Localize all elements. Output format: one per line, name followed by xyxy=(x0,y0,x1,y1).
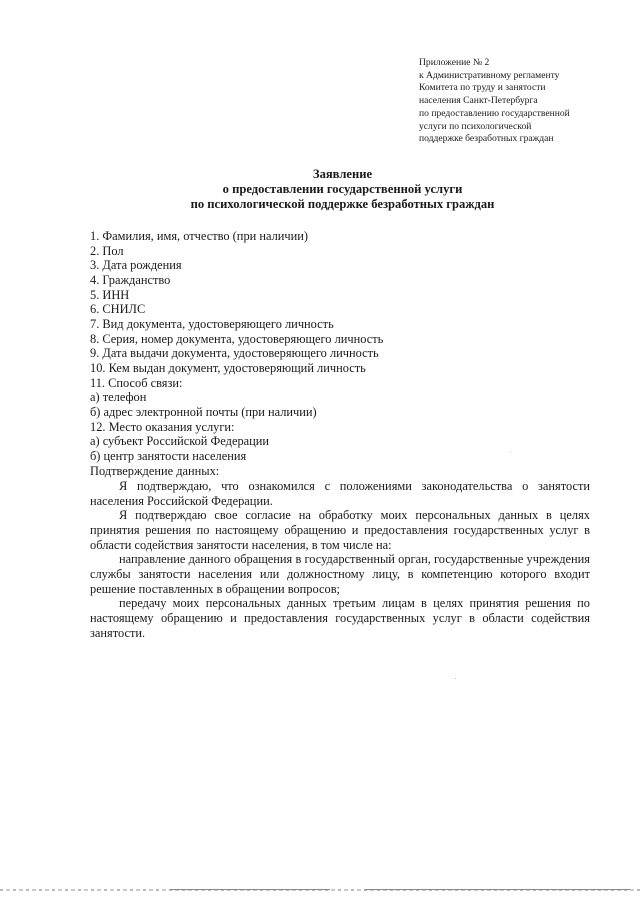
field-citizenship: 4. Гражданство xyxy=(90,272,171,287)
confirmation-paragraph-1: Я подтверждаю, что ознакомился с положениями законодательства о занятости населения Российской Федерации. xyxy=(90,479,590,508)
form-fields-list xyxy=(90,229,595,478)
confirmation-text xyxy=(90,479,590,640)
appendix-line: по предоставлению государственной xyxy=(419,107,570,119)
field-full-name: 1. Фамилия, имя, отчество (при наличии) xyxy=(90,229,309,243)
appendix-note xyxy=(419,57,619,146)
appendix-line: услуги по психологической xyxy=(419,120,532,132)
scan-edge-artifact xyxy=(170,889,330,890)
field-gender: 2. Пол xyxy=(90,243,124,258)
document-title xyxy=(90,167,595,211)
field-snils: 6. СНИЛС xyxy=(90,302,146,317)
scan-speck xyxy=(455,678,456,679)
scan-edge-artifact xyxy=(365,889,630,890)
title-line-2: о предоставлении государственной услуги xyxy=(222,181,463,196)
appendix-line: поддержке безработных граждан xyxy=(419,133,554,145)
confirmation-paragraph-4: передачу моих персональных данных третьим лицам в целях принятия решения по настоящему обращению и предоставления государственных услуг в области содействия занятости. xyxy=(90,596,590,640)
scan-speck xyxy=(510,451,511,452)
field-data-confirmation: Подтверждение данных: xyxy=(90,463,220,478)
field-email: б) адрес электронной почты (при наличии) xyxy=(90,404,317,419)
field-birth-date: 3. Дата рождения xyxy=(90,258,182,273)
field-federal-subject: а) субъект Российской Федерации xyxy=(90,434,270,449)
field-id-doc-type: 7. Вид документа, удостоверяющего личность xyxy=(90,316,334,331)
field-phone: а) телефон xyxy=(90,390,147,405)
appendix-line: Приложение № 2 xyxy=(419,57,490,68)
appendix-line: Комитета по труду и занятости xyxy=(419,82,546,94)
confirmation-paragraph-3: направление данного обращения в государственный орган, государственные учреждения службы занятости населения или должностному лицу, в компетенцию которого входит решение поставленных в обращении вопросов; xyxy=(90,552,590,596)
appendix-line: к Административному регламенту xyxy=(419,69,560,81)
field-id-doc-number: 8. Серия, номер документа, удостоверяющего личность xyxy=(90,331,384,346)
field-service-place: 12. Место оказания услуги: xyxy=(90,419,235,434)
appendix-line: населения Санкт-Петербурга xyxy=(419,95,538,107)
field-id-doc-issuer: 10. Кем выдан документ, удостоверяющий личность xyxy=(90,360,366,375)
field-contact-method: 11. Способ связи: xyxy=(90,375,183,390)
field-employment-center: б) центр занятости населения xyxy=(90,448,247,463)
field-inn: 5. ИНН xyxy=(90,287,130,302)
confirmation-paragraph-2: Я подтверждаю свое согласие на обработку моих персональных данных в целях принятия решения по настоящему обращению и предоставления государственных услуг в области содействия занятости населения, в том числе на: xyxy=(90,508,590,552)
title-line-3: по психологической поддержке безработных граждан xyxy=(190,196,495,211)
title-line-1: Заявление xyxy=(312,167,373,181)
field-id-doc-issue-date: 9. Дата выдачи документа, удостоверяющего личность xyxy=(90,346,379,361)
